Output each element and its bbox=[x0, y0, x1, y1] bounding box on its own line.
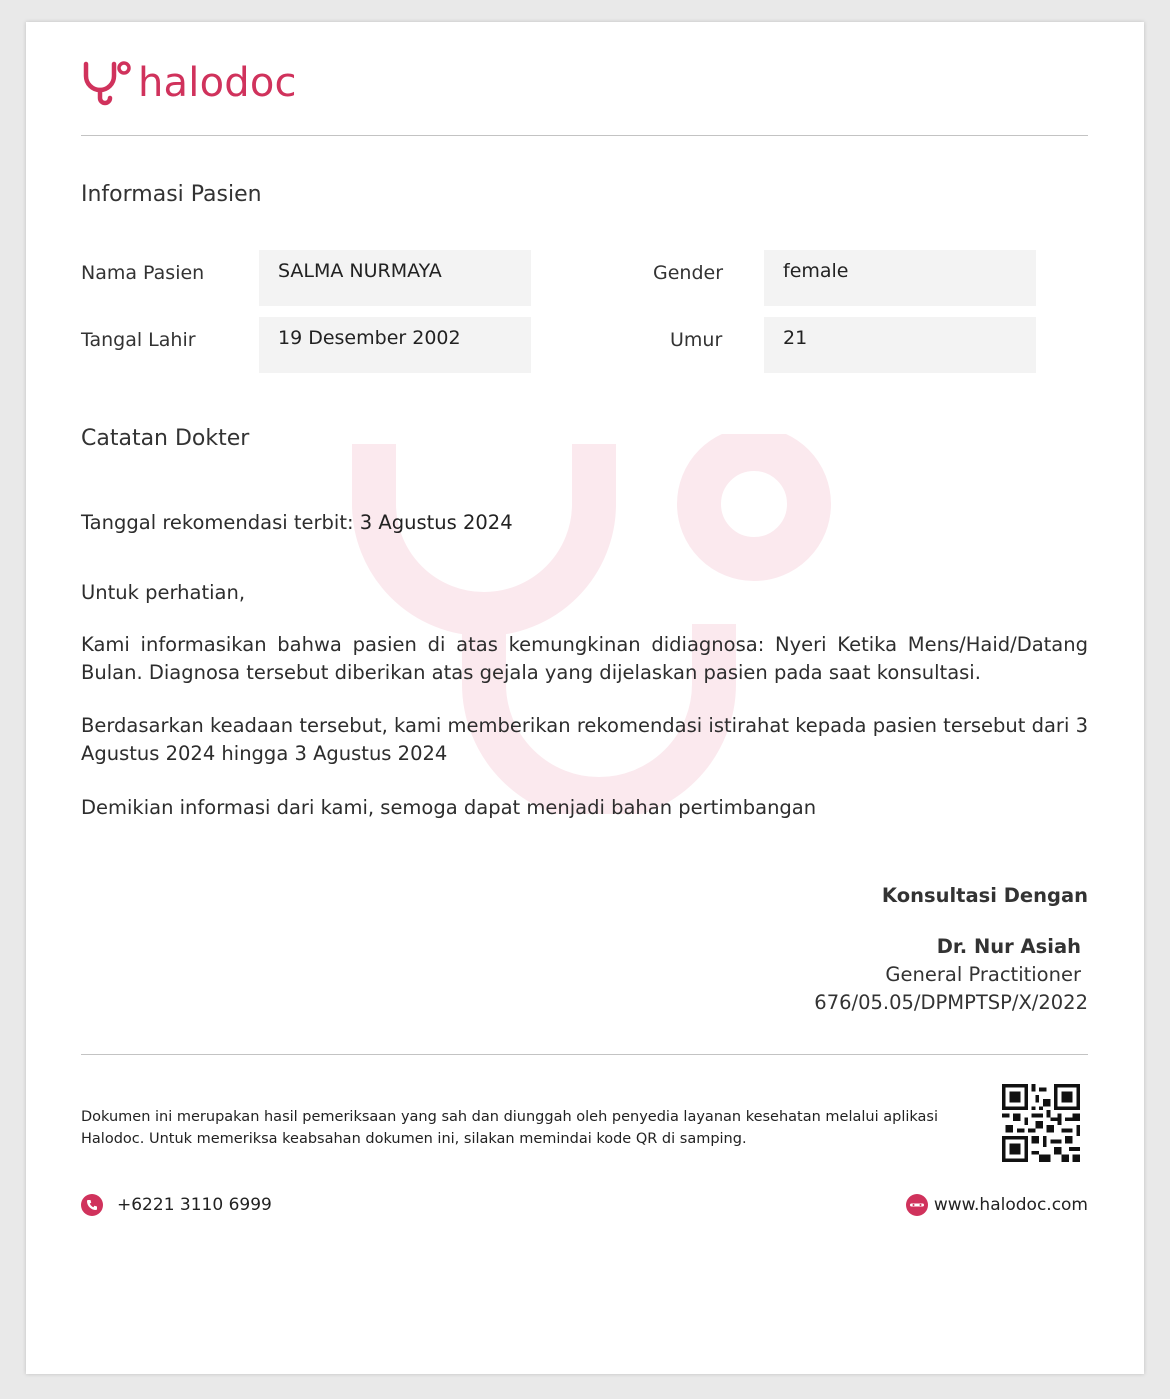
stethoscope-smile-icon bbox=[80, 60, 132, 106]
diagnosis-paragraph: Kami informasikan bahwa pasien di atas kemungkinan didiagnosa: Nyeri Ketika Mens/Haid/Datang Bulan. Diagnosa tersebut diberikan atas gejala yang dijelaskan pasien pada saat konsultasi. bbox=[81, 633, 1088, 684]
phone-icon bbox=[81, 1194, 103, 1216]
consultation-label: Konsultasi Dengan bbox=[881, 884, 1088, 907]
rest-recommendation-paragraph: Berdasarkan keadaan tersebut, kami memberikan rekomendasi istirahat kepada pasien tersebut dari 3 Agustus 2024 hingga 3 Agustus 2024 bbox=[81, 714, 1088, 765]
dob-label: Tangal Lahir bbox=[81, 329, 196, 351]
phone-number: +6221 3110 6999 bbox=[117, 1195, 272, 1215]
patient-name-label: Nama Pasien bbox=[81, 262, 205, 284]
section-title-patient-info: Informasi Pasien bbox=[81, 182, 262, 207]
patient-name-value: SALMA NURMAYA bbox=[259, 250, 531, 306]
document-page bbox=[26, 22, 1144, 1374]
globe-icon bbox=[906, 1194, 928, 1216]
qr-code[interactable] bbox=[1002, 1084, 1080, 1162]
footer-divider bbox=[81, 1054, 1088, 1055]
footer-disclaimer: Dokumen ini merupakan hasil pemeriksaan yang sah dan diunggah oleh penyedia layanan kesehatan melalui aplikasi Halodoc. Untuk memeriksa keabsahan dokumen ini, silakan memindai kode QR di samping. bbox=[81, 1109, 938, 1147]
gender-value: female bbox=[764, 250, 1036, 306]
issued-date-label: Tanggal rekomendasi terbit: bbox=[81, 511, 360, 534]
closing-paragraph: Demikian informasi dari kami, semoga dapat menjadi bahan pertimbangan bbox=[81, 796, 817, 819]
greeting: Untuk perhatian, bbox=[81, 581, 246, 604]
website-contact[interactable] bbox=[906, 1194, 1088, 1216]
age-value: 21 bbox=[764, 317, 1036, 373]
phone-contact[interactable] bbox=[81, 1194, 272, 1216]
doctor-license: 676/05.05/DPMPTSP/X/2022 bbox=[814, 991, 1088, 1014]
brand-name: halodoc bbox=[138, 60, 297, 106]
halodoc-logo bbox=[80, 58, 297, 108]
header-divider bbox=[81, 135, 1088, 136]
website-link[interactable]: www.halodoc.com bbox=[933, 1195, 1088, 1215]
age-label: Umur bbox=[670, 329, 723, 351]
issued-date-line bbox=[81, 509, 1088, 537]
dob-value: 19 Desember 2002 bbox=[259, 317, 531, 373]
issued-date-value: 3 Agustus 2024 bbox=[359, 511, 513, 534]
gender-label: Gender bbox=[653, 262, 724, 284]
doctor-name: Dr. Nur Asiah bbox=[936, 935, 1081, 958]
doctor-specialty: General Practitioner bbox=[885, 963, 1081, 986]
section-title-doctor-notes: Catatan Dokter bbox=[81, 426, 250, 451]
